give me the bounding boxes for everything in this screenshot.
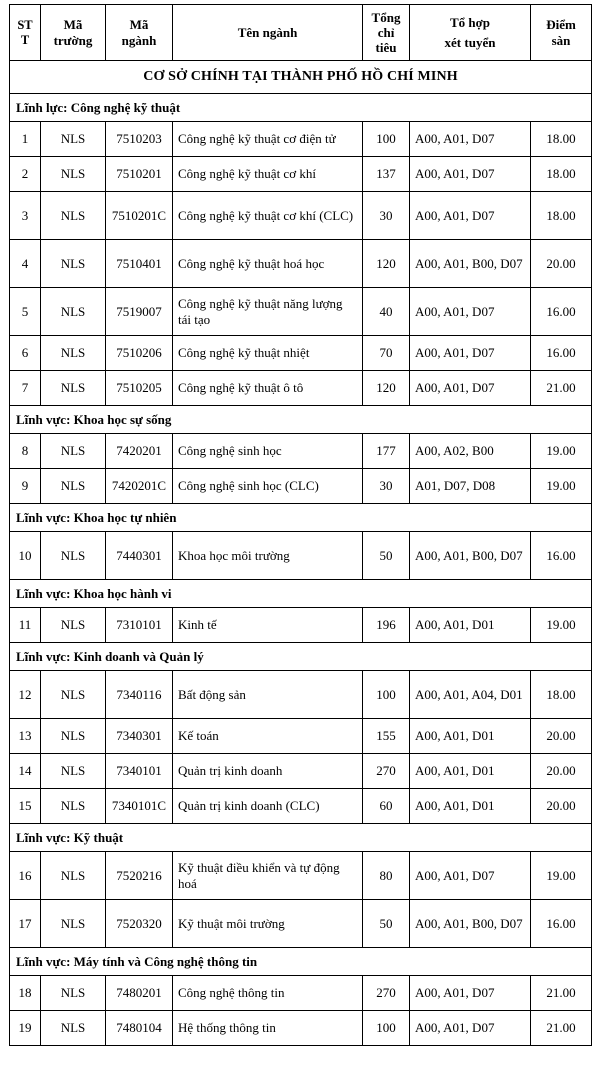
cell-major-name: Bất động sản [173,671,363,719]
section-header-row [10,406,592,434]
cell-quota: 50 [363,532,410,580]
column-header-combination-line1: Tổ hợp [449,14,491,30]
cell-school-code: NLS [41,976,106,1011]
table-row [10,608,592,643]
section-header-label: Lĩnh vực: Khoa học sự sống [10,406,592,434]
cell-major-code: 7420201C [106,469,173,504]
cell-school-code: NLS [41,288,106,336]
cell-combination: A00, A01, B00, D07 [410,900,531,948]
cell-combination: A00, A01, D01 [410,608,531,643]
cell-quota: 177 [363,434,410,469]
cell-stt: 5 [10,288,41,336]
column-header-major-name [173,5,363,61]
cell-combination: A00, A01, D01 [410,719,531,754]
cell-score: 19.00 [531,469,592,504]
cell-combination: A00, A01, D07 [410,192,531,240]
cell-stt: 1 [10,122,41,157]
cell-major-code: 7520320 [106,900,173,948]
cell-combination: A00, A01, D07 [410,288,531,336]
cell-stt: 18 [10,976,41,1011]
table-row [10,157,592,192]
cell-score: 18.00 [531,157,592,192]
cell-stt: 4 [10,240,41,288]
cell-combination: A00, A01, B00, D07 [410,532,531,580]
cell-score: 21.00 [531,371,592,406]
section-header-label: Lĩnh lực: Công nghệ kỹ thuật [10,94,592,122]
column-header-score-line2: sàn [551,32,571,48]
cell-major-code: 7519007 [106,288,173,336]
cell-major-code: 7340101C [106,789,173,824]
cell-score: 20.00 [531,754,592,789]
table-row [10,1011,592,1046]
table-row [10,336,592,371]
table-row [10,469,592,504]
cell-school-code: NLS [41,671,106,719]
cell-major-name: Kế toán [173,719,363,754]
cell-major-name: Công nghệ kỹ thuật nhiệt [173,336,363,371]
cell-stt: 10 [10,532,41,580]
cell-school-code: NLS [41,434,106,469]
cell-combination: A00, A01, D07 [410,336,531,371]
cell-stt: 9 [10,469,41,504]
cell-stt: 17 [10,900,41,948]
cell-combination: A00, A01, D01 [410,754,531,789]
column-header-school-code [41,5,106,61]
cell-school-code: NLS [41,469,106,504]
section-header-label: Lĩnh vực: Kỹ thuật [10,824,592,852]
cell-school-code: NLS [41,852,106,900]
table-row [10,192,592,240]
cell-combination: A00, A02, B00 [410,434,531,469]
cell-major-name: Quản trị kinh doanh [173,754,363,789]
column-header-combination [410,5,531,61]
cell-quota: 270 [363,754,410,789]
cell-stt: 12 [10,671,41,719]
cell-score: 16.00 [531,532,592,580]
cell-stt: 14 [10,754,41,789]
cell-major-code: 7480104 [106,1011,173,1046]
table-body [10,61,592,1046]
cell-school-code: NLS [41,371,106,406]
cell-score: 16.00 [531,900,592,948]
cell-major-name: Công nghệ kỹ thuật năng lượng tái tạo [173,288,363,336]
section-header-row [10,94,592,122]
cell-quota: 100 [363,122,410,157]
cell-quota: 155 [363,719,410,754]
cell-quota: 196 [363,608,410,643]
table-row [10,719,592,754]
cell-school-code: NLS [41,532,106,580]
section-header-label: Lĩnh vực: Kinh doanh và Quản lý [10,643,592,671]
cell-stt: 8 [10,434,41,469]
cell-score: 21.00 [531,1011,592,1046]
cell-combination: A00, A01, D07 [410,1011,531,1046]
column-header-major-name-label: Tên ngành [237,24,298,40]
column-header-combination-line2: xét tuyển [444,35,496,50]
cell-major-name: Công nghệ kỹ thuật cơ khí [173,157,363,192]
cell-score: 18.00 [531,192,592,240]
section-header-label: Lĩnh vực: Khoa học hành vi [10,580,592,608]
table-row [10,434,592,469]
admissions-quota-table [9,4,592,1046]
cell-combination: A00, A01, D01 [410,789,531,824]
cell-school-code: NLS [41,336,106,371]
cell-major-name: Kỹ thuật điều khiển và tự động hoá [173,852,363,900]
section-header-label: Lĩnh vực: Máy tính và Công nghệ thông tin [10,948,592,976]
cell-major-code: 7510205 [106,371,173,406]
column-header-quota-line2: chỉ tiêu [375,24,397,56]
cell-quota: 30 [363,192,410,240]
cell-combination: A00, A01, D07 [410,122,531,157]
section-header-row [10,948,592,976]
cell-school-code: NLS [41,719,106,754]
cell-major-code: 7440301 [106,532,173,580]
campus-banner-row [10,61,592,94]
table-row [10,671,592,719]
column-header-quota [363,5,410,61]
cell-school-code: NLS [41,122,106,157]
cell-major-name: Hệ thống thông tin [173,1011,363,1046]
cell-major-name: Kỹ thuật môi trường [173,900,363,948]
cell-quota: 70 [363,336,410,371]
column-header-score [531,5,592,61]
section-header-row [10,580,592,608]
cell-major-code: 7340101 [106,754,173,789]
cell-major-name: Công nghệ kỹ thuật ô tô [173,371,363,406]
cell-quota: 120 [363,240,410,288]
cell-school-code: NLS [41,1011,106,1046]
cell-score: 16.00 [531,288,592,336]
column-header-quota-line1: Tổng [371,9,401,25]
column-header-school-code-line1: Mã [63,17,83,33]
cell-combination: A00, A01, D07 [410,976,531,1011]
campus-banner-label: CƠ SỞ CHÍNH TẠI THÀNH PHỐ HỒ CHÍ MINH [10,61,592,94]
cell-stt: 6 [10,336,41,371]
cell-major-name: Công nghệ thông tin [173,976,363,1011]
cell-quota: 120 [363,371,410,406]
cell-stt: 11 [10,608,41,643]
cell-quota: 100 [363,1011,410,1046]
cell-combination: A00, A01, D07 [410,371,531,406]
cell-major-name: Công nghệ kỹ thuật hoá học [173,240,363,288]
table-row [10,240,592,288]
cell-quota: 270 [363,976,410,1011]
cell-quota: 50 [363,900,410,948]
cell-score: 20.00 [531,719,592,754]
section-header-row [10,824,592,852]
column-header-major-code-line1: Mã [129,17,149,33]
cell-school-code: NLS [41,192,106,240]
cell-major-code: 7510201C [106,192,173,240]
cell-score: 20.00 [531,789,592,824]
cell-score: 19.00 [531,852,592,900]
cell-major-code: 7480201 [106,976,173,1011]
cell-quota: 80 [363,852,410,900]
cell-school-code: NLS [41,754,106,789]
cell-major-name: Kinh tế [173,608,363,643]
table-row [10,789,592,824]
cell-major-name: Công nghệ sinh học [173,434,363,469]
cell-combination: A00, A01, D07 [410,157,531,192]
cell-stt: 13 [10,719,41,754]
cell-quota: 60 [363,789,410,824]
cell-major-code: 7510201 [106,157,173,192]
cell-major-code: 7510401 [106,240,173,288]
cell-stt: 3 [10,192,41,240]
cell-major-code: 7340301 [106,719,173,754]
cell-school-code: NLS [41,608,106,643]
cell-major-name: Công nghệ kỹ thuật cơ điện tử [173,122,363,157]
header-row [10,5,592,61]
cell-score: 21.00 [531,976,592,1011]
column-header-school-code-line2: trường [53,32,93,48]
cell-school-code: NLS [41,240,106,288]
cell-stt: 2 [10,157,41,192]
cell-stt: 19 [10,1011,41,1046]
cell-stt: 15 [10,789,41,824]
cell-school-code: NLS [41,789,106,824]
cell-combination: A00, A01, D07 [410,852,531,900]
table-row [10,852,592,900]
table-row [10,122,592,157]
cell-stt: 16 [10,852,41,900]
table-row [10,532,592,580]
cell-major-name: Công nghệ kỹ thuật cơ khí (CLC) [173,192,363,240]
cell-score: 18.00 [531,122,592,157]
cell-quota: 30 [363,469,410,504]
table-row [10,976,592,1011]
column-header-stt [10,5,41,61]
cell-major-name: Khoa học môi trường [173,532,363,580]
cell-major-name: Quản trị kinh doanh (CLC) [173,789,363,824]
cell-score: 19.00 [531,608,592,643]
cell-quota: 40 [363,288,410,336]
cell-major-code: 7520216 [106,852,173,900]
cell-major-code: 7420201 [106,434,173,469]
cell-major-code: 7510203 [106,122,173,157]
cell-school-code: NLS [41,157,106,192]
cell-score: 18.00 [531,671,592,719]
cell-major-code: 7340116 [106,671,173,719]
cell-score: 16.00 [531,336,592,371]
cell-major-code: 7310101 [106,608,173,643]
cell-school-code: NLS [41,900,106,948]
table-row [10,371,592,406]
cell-combination: A01, D07, D08 [410,469,531,504]
table-row [10,288,592,336]
column-header-major-code [106,5,173,61]
cell-combination: A00, A01, A04, D01 [410,671,531,719]
section-header-row [10,643,592,671]
section-header-label: Lĩnh vực: Khoa học tự nhiên [10,504,592,532]
cell-quota: 100 [363,671,410,719]
table-row [10,900,592,948]
cell-major-name: Công nghệ sinh học (CLC) [173,469,363,504]
table-header [10,5,592,61]
column-header-major-code-line2: ngành [121,32,157,48]
cell-major-code: 7510206 [106,336,173,371]
cell-score: 20.00 [531,240,592,288]
cell-quota: 137 [363,157,410,192]
table-row [10,754,592,789]
cell-score: 19.00 [531,434,592,469]
cell-stt: 7 [10,371,41,406]
section-header-row [10,504,592,532]
cell-combination: A00, A01, B00, D07 [410,240,531,288]
column-header-score-line1: Điểm [546,17,576,33]
column-header-stt-label: STT [17,17,33,47]
